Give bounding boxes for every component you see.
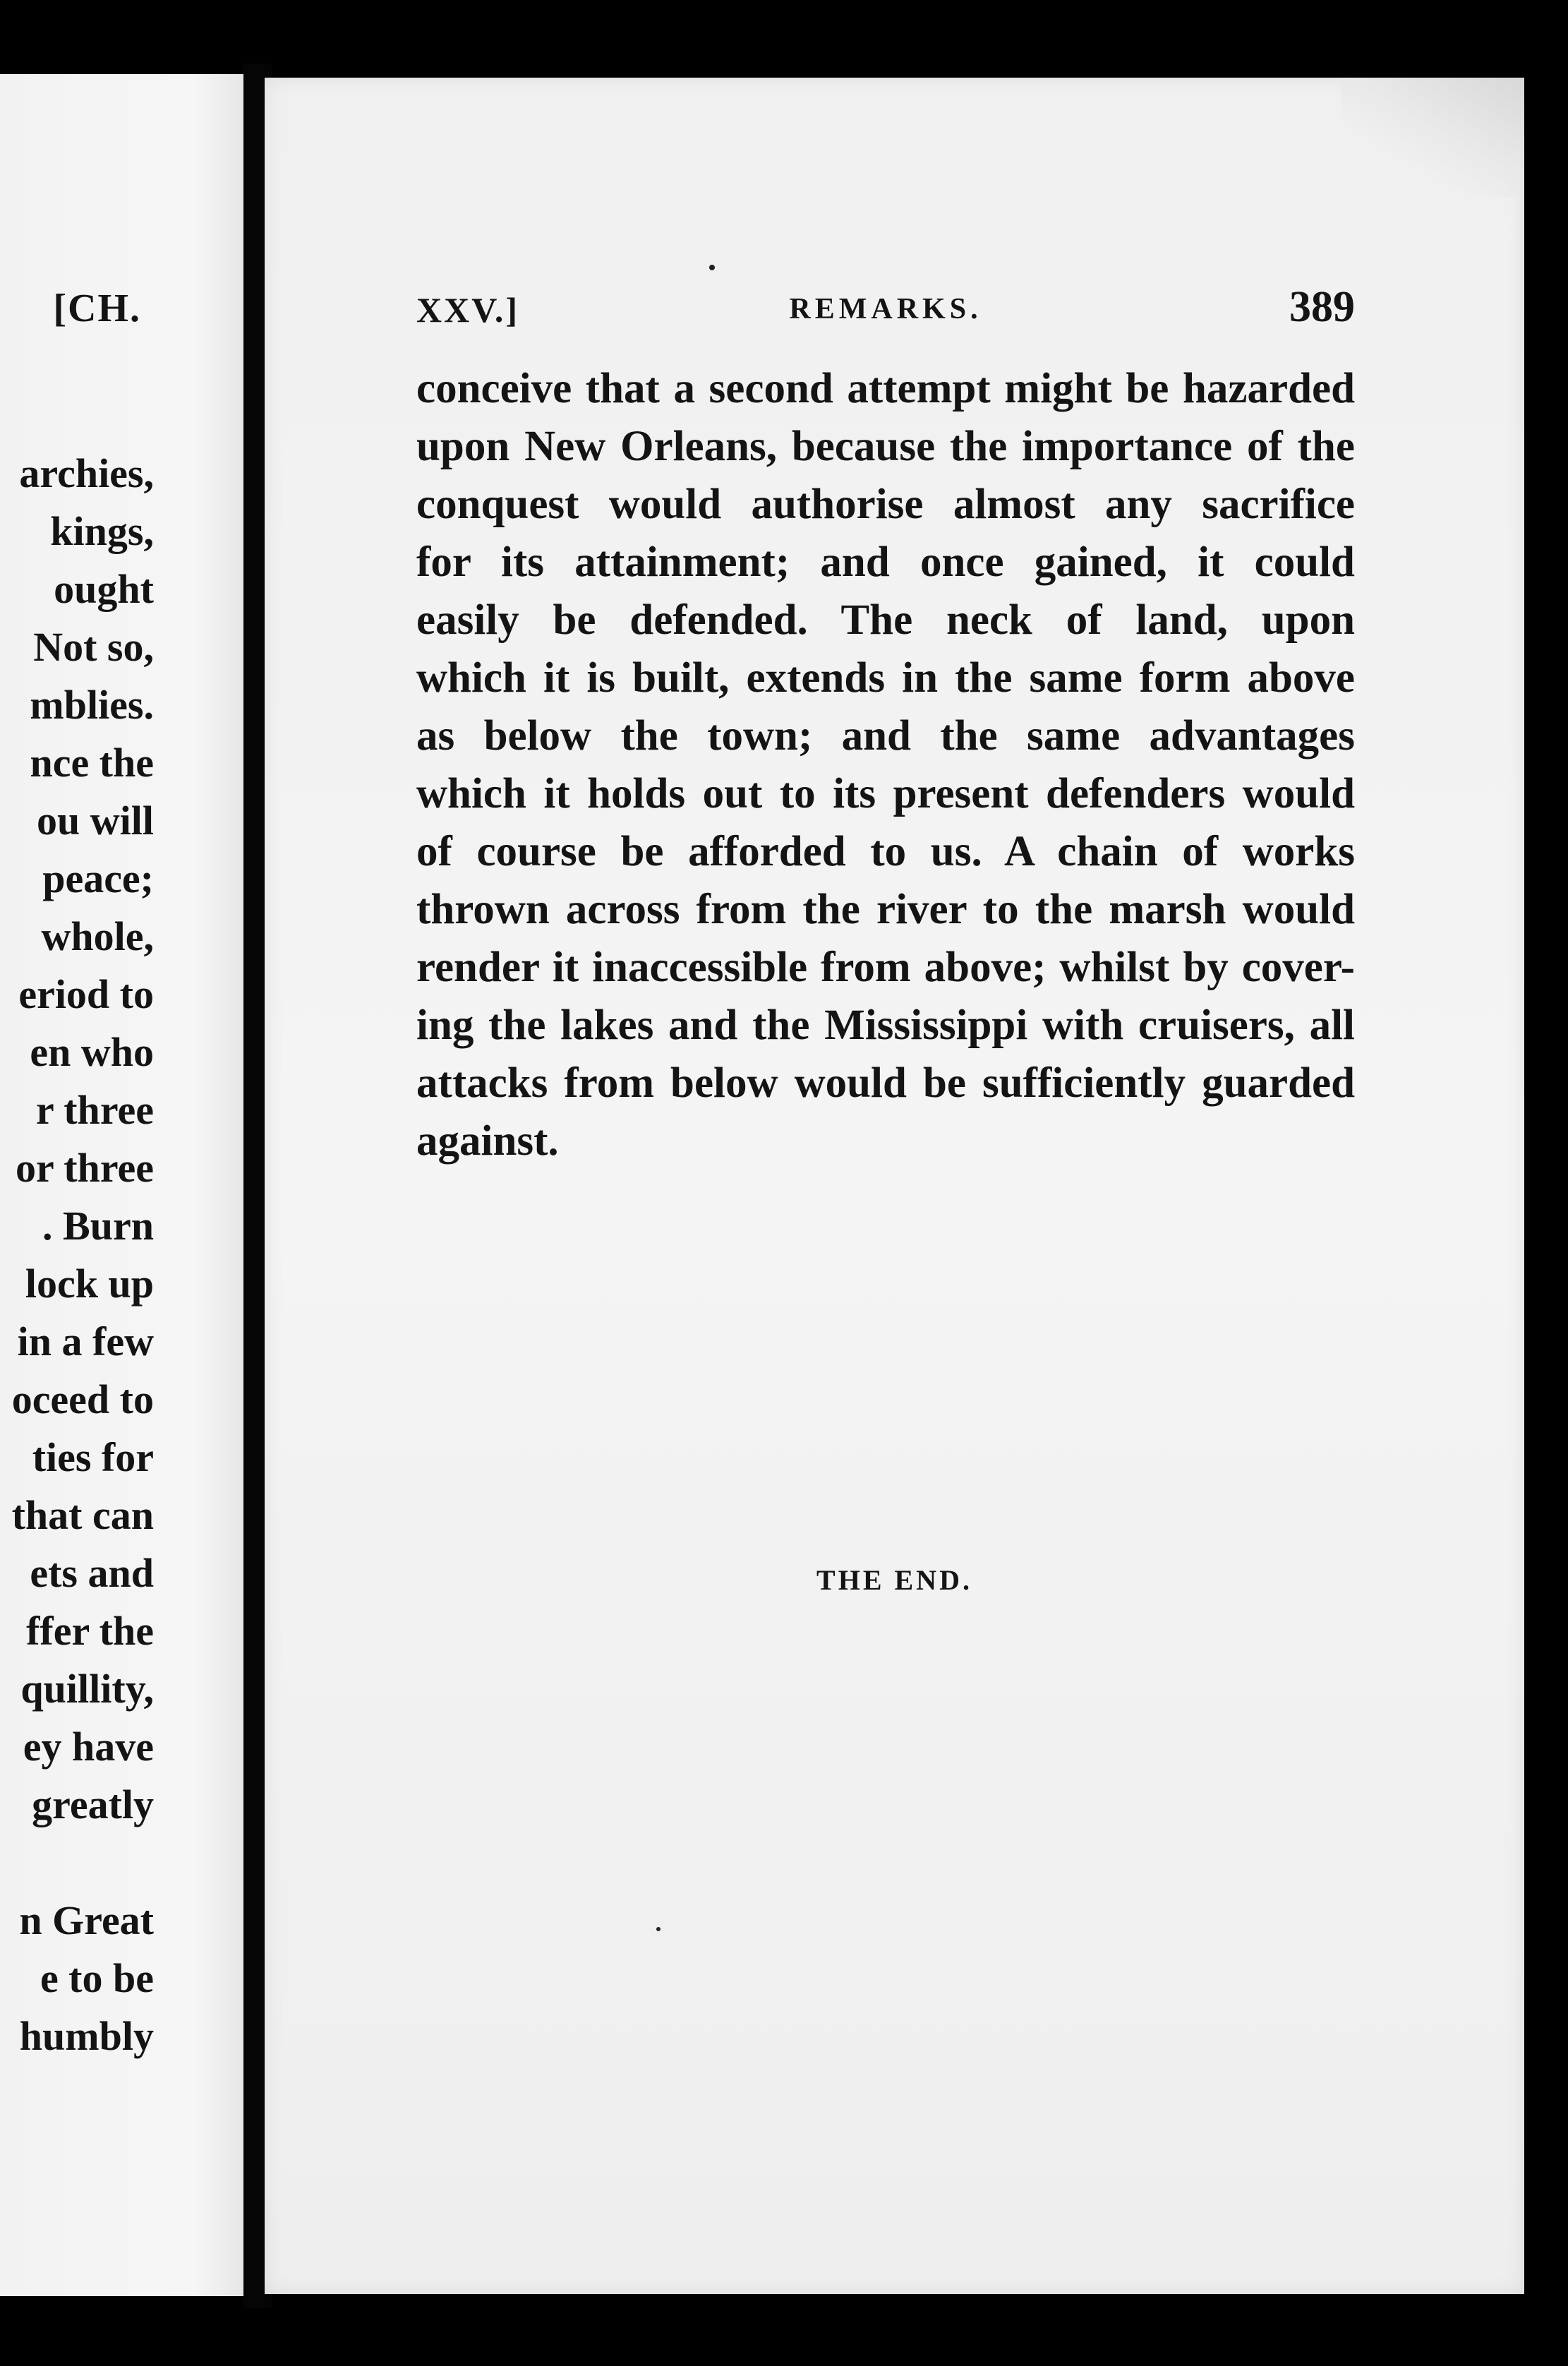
left-page-line: peace; — [42, 855, 154, 901]
left-page-line: . Burn — [42, 1203, 154, 1249]
left-page-line: that can — [11, 1492, 154, 1538]
chapter-marker: XXV.] — [416, 290, 520, 330]
left-page-text — [12, 445, 154, 2065]
running-head — [416, 282, 1355, 339]
left-page-line: en who — [30, 1029, 154, 1075]
text-line: ing the lakes and the Mississippi with cruisers, all — [416, 1002, 1355, 1049]
text-line: which it holds out to its present defenders would — [416, 770, 1355, 817]
page-corner-curl — [1341, 78, 1524, 198]
left-page-line: eriod to — [18, 971, 154, 1017]
text-line: against. — [416, 1117, 559, 1165]
the-end-mark: THE END. — [816, 1564, 972, 1596]
left-page-line — [12, 1834, 154, 1892]
left-page-line: ets and — [30, 1550, 154, 1596]
left-page-line: nce the — [30, 740, 154, 786]
text-line: for its attainment; and once gained, it could — [416, 539, 1355, 586]
left-running-head: [CH. — [53, 287, 141, 330]
left-page-line: oceed to — [11, 1376, 154, 1422]
text-line: as below the town; and the same advantages — [416, 712, 1355, 759]
left-page-line: archies, — [19, 450, 154, 496]
ink-speck — [656, 1927, 661, 1931]
left-page-line: ought — [54, 566, 154, 612]
left-page-line: e to be — [40, 1955, 154, 2001]
left-page-line: or three — [16, 1145, 154, 1191]
left-page-line: quillity, — [20, 1666, 154, 1712]
left-page-line: whole, — [41, 913, 154, 959]
left-page-line: Not so, — [33, 624, 154, 670]
text-line: thrown across from the river to the marsh would — [416, 886, 1355, 933]
body-paragraph — [416, 360, 1355, 1170]
text-line: conceive that a second attempt might be hazarded — [416, 365, 1355, 412]
left-facing-page — [0, 74, 243, 2296]
left-page-line: greatly — [32, 1782, 154, 1827]
left-page-line: mblies. — [30, 682, 154, 728]
text-line: render it inaccessible from above; whilst by cover- — [416, 944, 1355, 991]
text-line: attacks from below would be sufficiently guarded — [416, 1059, 1355, 1107]
left-page-line: r three — [36, 1087, 154, 1133]
left-page-line: ties for — [32, 1434, 154, 1480]
left-page-line: kings, — [50, 508, 154, 554]
running-title: REMARKS. — [789, 293, 982, 325]
page-number: 389 — [1289, 283, 1355, 331]
text-line: easily be defended. The neck of land, upon — [416, 596, 1355, 644]
left-page-line: ey have — [23, 1724, 154, 1770]
right-page — [265, 78, 1524, 2294]
left-page-line: lock up — [25, 1261, 154, 1307]
left-page-line: n Great — [19, 1897, 154, 1943]
text-line: of course be afforded to us. A chain of works — [416, 828, 1355, 875]
text-line: upon New Orleans, because the importance of the — [416, 423, 1355, 470]
ink-speck — [709, 265, 715, 270]
left-page-line: ou will — [37, 798, 154, 843]
left-page-line: humbly — [19, 2013, 154, 2059]
left-page-line: ffer the — [26, 1608, 154, 1654]
text-line: conquest would authorise almost any sacrifice — [416, 481, 1355, 528]
left-page-line: in a few — [17, 1319, 154, 1364]
text-line: which it is built, extends in the same form above — [416, 654, 1355, 702]
